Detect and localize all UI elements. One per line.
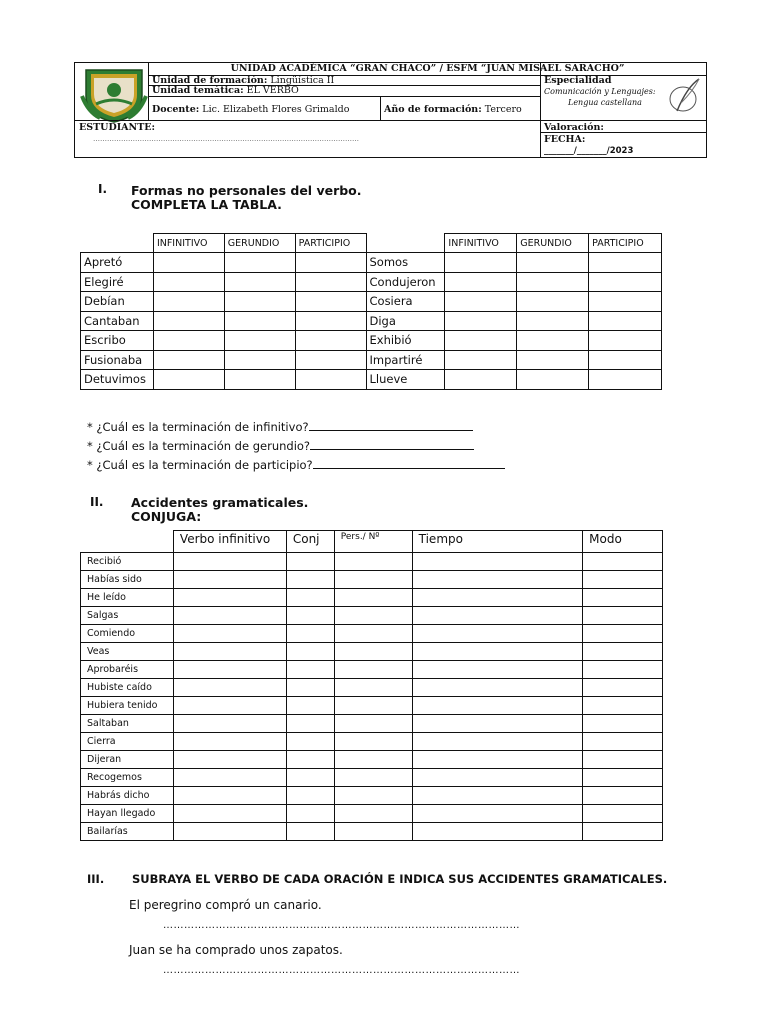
- unidad-formacion-value: Lingüística II: [270, 75, 335, 86]
- answer-cell[interactable]: [583, 733, 663, 751]
- verb-cell: Saltaban: [81, 715, 174, 733]
- answer-cell[interactable]: [153, 253, 224, 273]
- section1-heading: Formas no personales del verbo.: [131, 183, 362, 198]
- answer-cell[interactable]: [334, 571, 412, 589]
- estudiante-dots[interactable]: ……………………………………………………………………………………………………: [93, 135, 359, 143]
- answer-cell[interactable]: [173, 679, 286, 697]
- answer-cell[interactable]: [517, 350, 589, 370]
- answer-cell[interactable]: [173, 643, 286, 661]
- answer-cell[interactable]: [445, 272, 517, 292]
- table-row: [81, 331, 662, 351]
- answer-cell[interactable]: [589, 370, 662, 390]
- verb-cell: Habías sido: [81, 571, 174, 589]
- especialidad-label: Especialidad: [544, 75, 612, 86]
- table-row: [81, 661, 663, 679]
- table-row: [81, 253, 662, 273]
- table-header-row: [81, 531, 663, 553]
- col-pers-num: Pers./ Nº: [334, 531, 412, 553]
- answer-cell[interactable]: [173, 625, 286, 643]
- answer-cell[interactable]: [286, 679, 334, 697]
- unidad-tematica-label: Unidad temática:: [152, 85, 244, 96]
- answer-cell[interactable]: [583, 625, 663, 643]
- answer-cell[interactable]: [286, 769, 334, 787]
- answer-cell[interactable]: [445, 311, 517, 331]
- answer-cell[interactable]: [412, 697, 582, 715]
- table-row: [81, 805, 663, 823]
- section3-title: SUBRAYA EL VERBO DE CADA ORACIÓN E INDICA SUS ACCIDENTES GRAMATICALES.: [132, 872, 668, 886]
- answer-cell[interactable]: [173, 805, 286, 823]
- table-row: [81, 311, 662, 331]
- docente-value: Lic. Elizabeth Flores Grimaldo: [202, 104, 350, 115]
- answer-cell[interactable]: [173, 571, 286, 589]
- answer-cell[interactable]: [583, 751, 663, 769]
- answer-cell[interactable]: [224, 370, 295, 390]
- answer-cell[interactable]: [334, 661, 412, 679]
- answer-cell[interactable]: [445, 370, 517, 390]
- answer-dots-2[interactable]: …………………………………………………………………………………………: [163, 965, 520, 976]
- section1-table: [80, 233, 662, 390]
- answer-cell[interactable]: [286, 787, 334, 805]
- answer-cell[interactable]: [173, 823, 286, 841]
- answer-cell[interactable]: [153, 311, 224, 331]
- answer-cell[interactable]: [412, 589, 582, 607]
- answer-dots-1[interactable]: …………………………………………………………………………………………: [163, 920, 520, 931]
- answer-blank[interactable]: [313, 456, 505, 469]
- especialidad-line2: Lengua castellana: [568, 98, 642, 107]
- table-row: [81, 370, 662, 390]
- answer-cell[interactable]: [583, 823, 663, 841]
- especialidad-line1: Comunicación y Lenguajes:: [544, 87, 656, 96]
- question-gerundio: [87, 437, 474, 453]
- answer-cell[interactable]: [173, 751, 286, 769]
- answer-cell[interactable]: [583, 769, 663, 787]
- table-row: [81, 769, 663, 787]
- answer-cell[interactable]: [334, 553, 412, 571]
- answer-cell[interactable]: [412, 571, 582, 589]
- section2-heading: Accidentes gramaticales.: [131, 495, 309, 510]
- answer-cell[interactable]: [445, 253, 517, 273]
- answer-cell[interactable]: [295, 253, 366, 273]
- answer-cell[interactable]: [153, 331, 224, 351]
- question-infinitivo-text: * ¿Cuál es la terminación de infinitivo?: [87, 420, 309, 434]
- col-participio-left: PARTICIPIO: [295, 234, 366, 253]
- anio-value: Tercero: [484, 104, 522, 115]
- col-modo: Modo: [583, 531, 663, 553]
- answer-cell[interactable]: [334, 733, 412, 751]
- answer-cell[interactable]: [583, 715, 663, 733]
- answer-cell[interactable]: [295, 292, 366, 312]
- answer-cell[interactable]: [173, 697, 286, 715]
- section2-title: [131, 496, 308, 524]
- answer-cell[interactable]: [286, 625, 334, 643]
- estudiante-label: ESTUDIANTE:: [79, 122, 156, 133]
- answer-cell[interactable]: [286, 607, 334, 625]
- verb-cell: Hayan llegado: [81, 805, 174, 823]
- answer-cell[interactable]: [334, 715, 412, 733]
- answer-cell[interactable]: [583, 607, 663, 625]
- answer-cell[interactable]: [334, 823, 412, 841]
- answer-cell[interactable]: [412, 679, 582, 697]
- answer-cell[interactable]: [295, 350, 366, 370]
- answer-cell[interactable]: [224, 272, 295, 292]
- answer-cell[interactable]: [517, 292, 589, 312]
- verb-cell: Llueve: [366, 370, 445, 390]
- table-row: [81, 571, 663, 589]
- col-verbo-infinitivo: Verbo infinitivo: [173, 531, 286, 553]
- section1-number: I.: [98, 182, 108, 196]
- answer-cell[interactable]: [173, 607, 286, 625]
- valoracion-label: Valoración:: [544, 122, 604, 133]
- fecha-value[interactable]: _______/_______/2023: [544, 146, 634, 156]
- answer-cell[interactable]: [445, 331, 517, 351]
- verb-cell: Condujeron: [366, 272, 445, 292]
- answer-cell[interactable]: [153, 292, 224, 312]
- section2-number: II.: [90, 495, 104, 509]
- table-row: [81, 272, 662, 292]
- answer-cell[interactable]: [173, 715, 286, 733]
- answer-cell[interactable]: [583, 553, 663, 571]
- answer-cell[interactable]: [517, 311, 589, 331]
- verb-cell: Recogemos: [81, 769, 174, 787]
- verb-cell: Somos: [366, 253, 445, 273]
- answer-cell[interactable]: [295, 272, 366, 292]
- table-header-row: [81, 234, 662, 253]
- answer-cell[interactable]: [334, 787, 412, 805]
- question-gerundio-text: * ¿Cuál es la terminación de gerundio?: [87, 439, 311, 453]
- verb-cell: Hubiste caído: [81, 679, 174, 697]
- unidad-formacion-label: Unidad de formación:: [152, 75, 268, 86]
- answer-cell[interactable]: [412, 787, 582, 805]
- answer-cell[interactable]: [334, 697, 412, 715]
- answer-cell[interactable]: [583, 643, 663, 661]
- answer-cell[interactable]: [173, 787, 286, 805]
- answer-cell[interactable]: [412, 607, 582, 625]
- section2-subtitle: CONJUGA:: [131, 509, 202, 524]
- verb-cell: Aprobaréis: [81, 661, 174, 679]
- answer-cell[interactable]: [583, 571, 663, 589]
- answer-cell[interactable]: [412, 661, 582, 679]
- table-row: [81, 823, 663, 841]
- answer-cell[interactable]: [286, 571, 334, 589]
- answer-cell[interactable]: [583, 679, 663, 697]
- answer-cell[interactable]: [334, 607, 412, 625]
- answer-cell[interactable]: [224, 311, 295, 331]
- table-row: [81, 625, 663, 643]
- answer-cell[interactable]: [286, 733, 334, 751]
- answer-cell[interactable]: [286, 643, 334, 661]
- table-row: [81, 787, 663, 805]
- answer-cell[interactable]: [286, 805, 334, 823]
- col-participio-right: PARTICIPIO: [589, 234, 662, 253]
- answer-cell[interactable]: [224, 292, 295, 312]
- verb-cell: Fusionaba: [81, 350, 154, 370]
- verb-cell: Dijeran: [81, 751, 174, 769]
- answer-cell[interactable]: [224, 331, 295, 351]
- answer-cell[interactable]: [334, 643, 412, 661]
- question-participio-text: * ¿Cuál es la terminación de participio?: [87, 458, 313, 472]
- sentence-1: El peregrino compró un canario.: [129, 898, 322, 912]
- answer-cell[interactable]: [589, 311, 662, 331]
- section2-table: [80, 530, 663, 841]
- table-row: [81, 679, 663, 697]
- answer-cell[interactable]: [295, 370, 366, 390]
- answer-cell[interactable]: [224, 350, 295, 370]
- col-gerundio-right: GERUNDIO: [517, 234, 589, 253]
- answer-cell[interactable]: [583, 661, 663, 679]
- verb-cell: Salgas: [81, 607, 174, 625]
- col-conj: Conj: [286, 531, 334, 553]
- answer-cell[interactable]: [445, 292, 517, 312]
- institution-logo: [80, 66, 148, 124]
- answer-cell[interactable]: [334, 625, 412, 643]
- answer-cell[interactable]: [173, 661, 286, 679]
- sentence-2: Juan se ha comprado unos zapatos.: [129, 943, 343, 957]
- quill-pen-icon: [667, 77, 703, 121]
- verb-cell: Apretó: [81, 253, 154, 273]
- unidad-tematica-value: EL VERBO: [246, 85, 299, 96]
- verb-cell: Debían: [81, 292, 154, 312]
- table-row: [81, 697, 663, 715]
- question-infinitivo: [87, 418, 473, 434]
- answer-cell[interactable]: [286, 589, 334, 607]
- answer-cell[interactable]: [412, 751, 582, 769]
- table-row: [81, 553, 663, 571]
- table-row: [81, 292, 662, 312]
- answer-cell[interactable]: [583, 805, 663, 823]
- answer-cell[interactable]: [589, 331, 662, 351]
- answer-cell[interactable]: [334, 769, 412, 787]
- answer-cell[interactable]: [583, 697, 663, 715]
- answer-cell[interactable]: [153, 272, 224, 292]
- section1-subtitle: COMPLETA LA TABLA.: [131, 197, 282, 212]
- answer-cell[interactable]: [224, 253, 295, 273]
- answer-cell[interactable]: [412, 625, 582, 643]
- answer-cell[interactable]: [334, 805, 412, 823]
- table-row: [81, 733, 663, 751]
- anio-label: Año de formación:: [384, 104, 482, 115]
- shield-logo-icon: [80, 66, 148, 124]
- verb-cell: Detuvimos: [81, 370, 154, 390]
- col-gerundio-left: GERUNDIO: [224, 234, 295, 253]
- section3-number: III.: [87, 872, 105, 886]
- table-row: [81, 751, 663, 769]
- fecha-label: FECHA:: [544, 134, 586, 145]
- answer-blank[interactable]: [310, 437, 474, 450]
- answer-cell[interactable]: [589, 253, 662, 273]
- verb-cell: Habrás dicho: [81, 787, 174, 805]
- docente-label: Docente:: [152, 104, 200, 115]
- answer-cell[interactable]: [173, 589, 286, 607]
- answer-cell[interactable]: [412, 823, 582, 841]
- table-row: [81, 643, 663, 661]
- verb-cell: Impartiré: [366, 350, 445, 370]
- answer-cell[interactable]: [286, 661, 334, 679]
- answer-cell[interactable]: [445, 350, 517, 370]
- answer-cell[interactable]: [286, 697, 334, 715]
- verb-cell: Recibió: [81, 553, 174, 571]
- verb-cell: Exhibió: [366, 331, 445, 351]
- table-row: [81, 607, 663, 625]
- answer-cell[interactable]: [286, 823, 334, 841]
- answer-cell[interactable]: [517, 370, 589, 390]
- header-box: [74, 62, 707, 158]
- answer-cell[interactable]: [334, 751, 412, 769]
- verb-cell: Cierra: [81, 733, 174, 751]
- section1-title: [131, 184, 362, 212]
- answer-cell[interactable]: [589, 272, 662, 292]
- answer-cell[interactable]: [517, 253, 589, 273]
- col-infinitivo-right: INFINITIVO: [445, 234, 517, 253]
- answer-cell[interactable]: [295, 331, 366, 351]
- answer-cell[interactable]: [173, 553, 286, 571]
- answer-cell[interactable]: [286, 553, 334, 571]
- answer-cell[interactable]: [589, 350, 662, 370]
- answer-cell[interactable]: [286, 715, 334, 733]
- answer-cell[interactable]: [412, 769, 582, 787]
- verb-cell: Diga: [366, 311, 445, 331]
- answer-cell[interactable]: [286, 751, 334, 769]
- verb-cell: Elegiré: [81, 272, 154, 292]
- answer-cell[interactable]: [589, 292, 662, 312]
- verb-cell: Escribo: [81, 331, 154, 351]
- answer-cell[interactable]: [295, 311, 366, 331]
- answer-cell[interactable]: [412, 643, 582, 661]
- answer-cell[interactable]: [173, 769, 286, 787]
- verb-cell: Bailarías: [81, 823, 174, 841]
- institution-title: UNIDAD ACADÉMICA “GRAN CHACO” / ESFM “JUAN MISAEL SARACHO”: [230, 63, 625, 74]
- col-tiempo: Tiempo: [412, 531, 582, 553]
- answer-cell[interactable]: [583, 787, 663, 805]
- verb-cell: Cosiera: [366, 292, 445, 312]
- answer-cell[interactable]: [334, 589, 412, 607]
- verb-cell: Veas: [81, 643, 174, 661]
- answer-cell[interactable]: [412, 805, 582, 823]
- answer-cell[interactable]: [517, 272, 589, 292]
- verb-cell: Hubiera tenido: [81, 697, 174, 715]
- answer-cell[interactable]: [153, 370, 224, 390]
- table-row: [81, 715, 663, 733]
- answer-cell[interactable]: [412, 733, 582, 751]
- question-participio: [87, 456, 505, 472]
- answer-cell[interactable]: [517, 331, 589, 351]
- verb-cell: Comiendo: [81, 625, 174, 643]
- verb-cell: He leído: [81, 589, 174, 607]
- answer-cell[interactable]: [583, 589, 663, 607]
- answer-cell[interactable]: [334, 679, 412, 697]
- table-row: [81, 350, 662, 370]
- answer-cell[interactable]: [412, 715, 582, 733]
- col-infinitivo-left: INFINITIVO: [153, 234, 224, 253]
- answer-cell[interactable]: [173, 733, 286, 751]
- answer-cell[interactable]: [412, 553, 582, 571]
- answer-cell[interactable]: [153, 350, 224, 370]
- table-row: [81, 589, 663, 607]
- verb-cell: Cantaban: [81, 311, 154, 331]
- answer-blank[interactable]: [309, 418, 473, 431]
